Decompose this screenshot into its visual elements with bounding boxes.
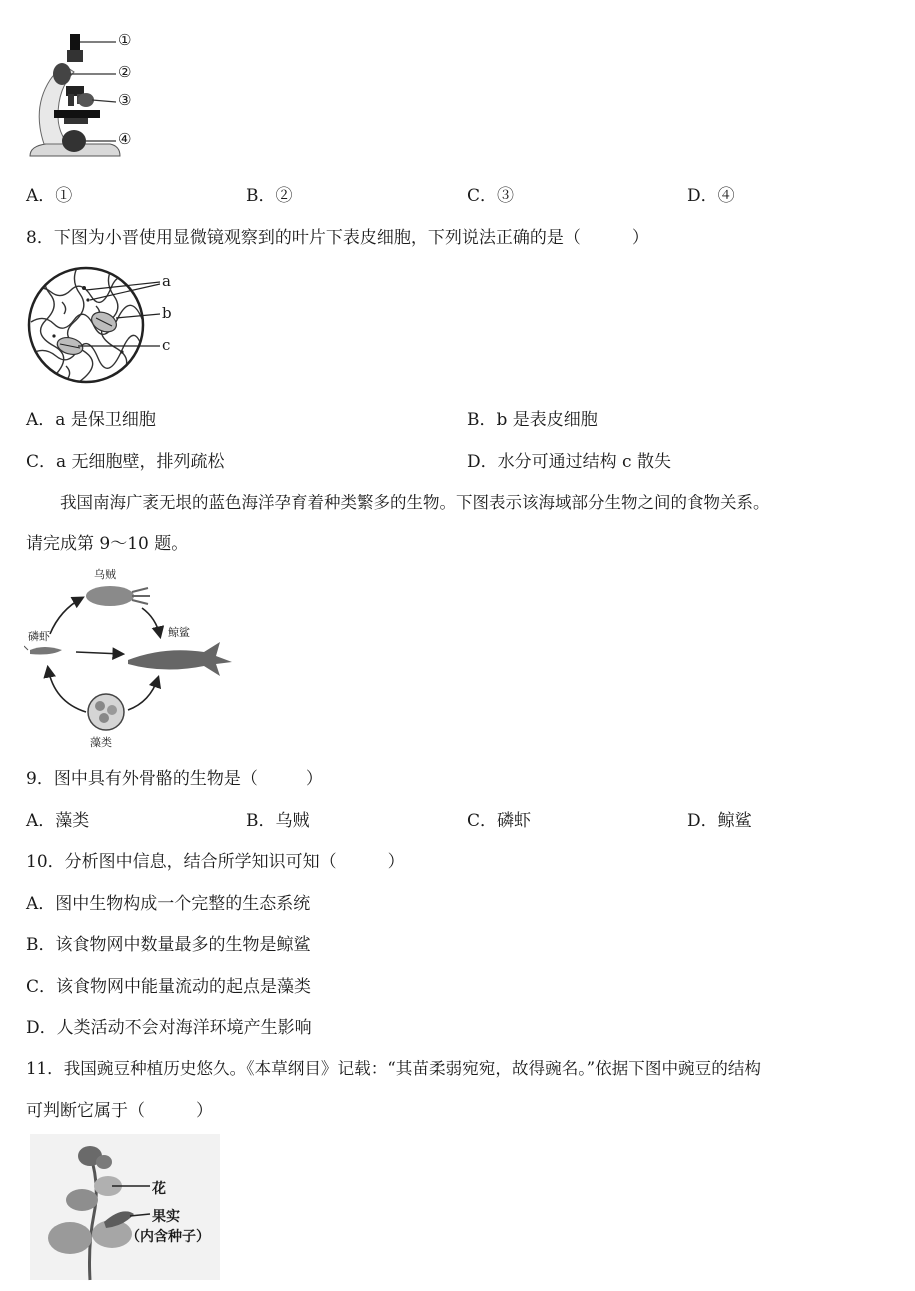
q9-stem-start: 9．图中具有外骨骼的生物是（ <box>26 769 258 789</box>
microscope-figure <box>24 28 174 168</box>
q8-stem: 8．下图为小晋使用显微镜观察到的叶片下表皮细胞，下列说法正确的是（ ） <box>26 228 649 248</box>
passage-line-1: 我国南海广袤无垠的蓝色海洋孕育着种类繁多的生物。下图表示该海域部分生物之间的食物关系。 <box>60 493 770 512</box>
leaf-epidermis-figure <box>26 262 186 390</box>
food-web-label-whale-shark: 鲸鲨 <box>168 626 190 639</box>
q8-option-b[interactable]: B．b 是表皮细胞 <box>467 410 598 430</box>
figure-label-4: ④ <box>118 130 132 148</box>
food-web-label-algae: 藻类 <box>90 736 112 749</box>
q8-option-a[interactable]: A．a 是保卫细胞 <box>26 410 156 430</box>
figure-label-3: ③ <box>118 91 132 109</box>
q9-option-d[interactable]: D．鲸鲨 <box>687 811 752 831</box>
figure-label-b: b <box>162 304 172 322</box>
q7-option-d[interactable]: D．④ <box>687 186 735 206</box>
q10-option-b[interactable]: B．该食物网中数量最多的生物是鲸鲨 <box>26 935 311 955</box>
food-web-label-krill: 磷虾 <box>28 630 50 643</box>
q8-option-c[interactable]: C．a 无细胞壁，排列疏松 <box>26 452 225 472</box>
figure-label-c: c <box>162 336 171 354</box>
q7-option-a[interactable]: A．① <box>26 186 73 206</box>
q9-stem <box>26 767 323 791</box>
q11-stem-line-1: 11．我国豌豆种植历史悠久。《本草纲目》记载：“其苗柔弱宛宛，故得豌名。”依据下图中豌豆的结构 <box>26 1059 762 1078</box>
q7-option-c[interactable]: C．③ <box>467 186 515 206</box>
figure-label-a: a <box>162 272 171 290</box>
figure-label-2: ② <box>118 63 132 81</box>
q9-stem-end: ） <box>305 769 323 789</box>
q9-option-b[interactable]: B．乌贼 <box>246 811 310 831</box>
q7-option-b[interactable]: B．② <box>246 186 293 206</box>
food-web-label-squid: 乌贼 <box>94 568 116 581</box>
food-web-figure <box>24 566 244 752</box>
passage-line-2: 请完成第 9～10 题。 <box>26 534 189 554</box>
q10-option-a[interactable]: A．图中生物构成一个完整的生态系统 <box>26 894 311 914</box>
q10-option-d[interactable]: D．人类活动不会对海洋环境产生影响 <box>26 1018 312 1038</box>
figure-label-1: ① <box>118 31 132 49</box>
q11-stem-line-2: 可判断它属于（ ） <box>26 1101 213 1121</box>
q9-option-a[interactable]: A．藻类 <box>26 811 90 831</box>
figure-label-flower: 花 <box>152 1181 166 1197</box>
pea-plant-figure <box>30 1134 230 1282</box>
q10-option-c[interactable]: C．该食物网中能量流动的起点是藻类 <box>26 977 312 997</box>
q10-stem: 10．分析图中信息，结合所学知识可知（ ） <box>26 852 405 872</box>
figure-label-seed-note: （内含种子） <box>126 1229 210 1245</box>
figure-label-fruit: 果实 <box>152 1209 180 1225</box>
q8-option-d[interactable]: D．水分可通过结构 c 散失 <box>467 452 671 472</box>
q9-option-c[interactable]: C．磷虾 <box>467 811 532 831</box>
